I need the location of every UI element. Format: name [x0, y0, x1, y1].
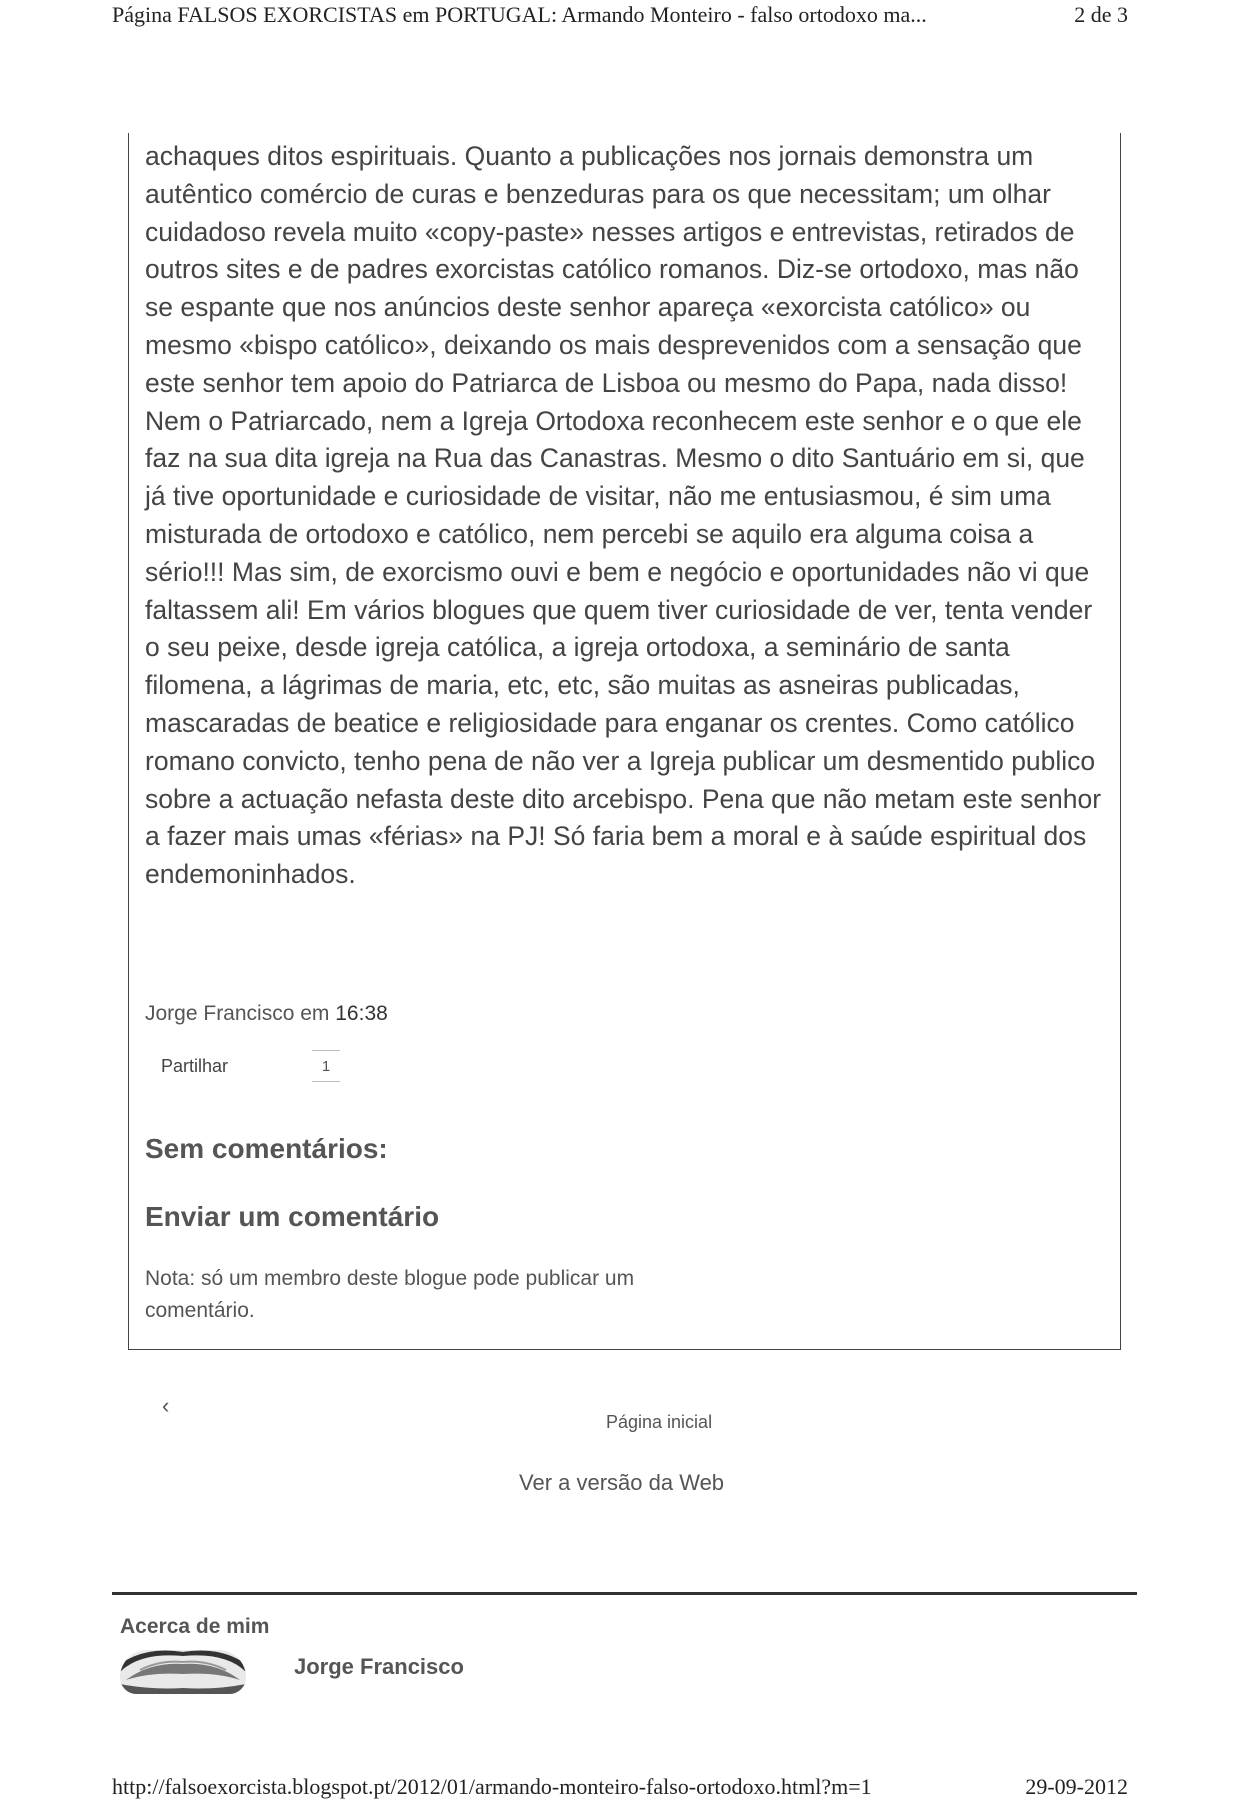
print-footer-date: 29-09-2012	[1025, 1774, 1128, 1799]
avatar-image	[120, 1650, 246, 1694]
post-author[interactable]: Jorge Francisco em	[145, 1002, 330, 1025]
post-body	[145, 138, 1105, 894]
footer-divider	[112, 1592, 1137, 1595]
post-time[interactable]: 16:38	[335, 1002, 388, 1025]
share-row	[161, 1050, 340, 1082]
share-count: 1	[312, 1050, 340, 1082]
web-version-link[interactable]: Ver a versão da Web	[519, 1470, 725, 1495]
send-comment-title: Enviar um comentário	[145, 1201, 440, 1232]
home-link[interactable]: Página inicial	[606, 1412, 713, 1432]
print-footer	[112, 1774, 1128, 1800]
profile-name[interactable]: Jorge Francisco	[294, 1654, 464, 1679]
print-header	[112, 2, 1128, 28]
post-container	[128, 133, 1121, 1350]
comment-note: Nota: só um membro deste blogue pode publicar um comentário.	[145, 1267, 635, 1322]
print-footer-url: http://falsoexorcista.blogspot.pt/2012/01/armando-monteiro-falso-ortodoxo.html?m=1	[112, 1774, 872, 1799]
avatar[interactable]	[120, 1650, 246, 1694]
share-button[interactable]: Partilhar	[161, 1055, 229, 1076]
comments-title: Sem comentários:	[145, 1133, 388, 1164]
print-header-title: Página FALSOS EXORCISTAS em PORTUGAL: Armando Monteiro - falso ortodoxo ma...	[112, 2, 927, 27]
print-header-page-number: 2 de 3	[1074, 2, 1128, 27]
post-meta	[145, 1002, 388, 1026]
about-title: Acerca de mim	[120, 1615, 270, 1638]
previous-post-icon[interactable]: ‹	[162, 1393, 170, 1418]
post-body-text: achaques ditos espirituais. Quanto a publicações nos jornais demonstra um autêntico comércio de curas e benzeduras para os que necessitam; um olhar cuidadoso revela muito «copy-paste» nesses artigos e entrevistas, retirados de outros sites e de padres exorcistas católico romanos. Diz-se ortodoxo, mas não se espante que nos anúncios deste senhor apareça «exorcista católico» ou mesmo «bispo católico», deixando os mais desprevenidos com a sensação que este senhor tem apoio do Patriarca de Lisboa ou mesmo do Papa, nada disso! Nem o Patriarcado, nem a Igreja Ortodoxa reconhecem este senhor e o que ele faz na sua dita igreja na Rua das Canastras. Mesmo o dito Santuário em si, que já tive oportunidade e curiosidade de visitar, não me entusiasmou, é sim uma misturada de ortodoxo e católico, nem percebi se aquilo era alguma coisa a sério!!! Mas sim, de exorcismo ouvi e bem e negócio e oportunidades não vi que faltassem ali! Em vários blogues que quem tiver curiosidade de ver, tenta vender o seu peixe, desde igreja católica, a igreja ortodoxa, a seminário de santa filomena, a lágrimas de maria, etc, etc, são muitas as asneiras publicadas, mascaradas de beatice e religiosidade para enganar os crentes. Como católico romano convicto, tenho pena de não ver a Igreja publicar um desmentido publico sobre a actuação nefasta deste dito arcebispo. Pena que não metam este senhor a fazer mais umas «férias» na PJ! Só faria bem a moral e à saúde espiritual dos endemoninhados.	[145, 141, 1102, 890]
